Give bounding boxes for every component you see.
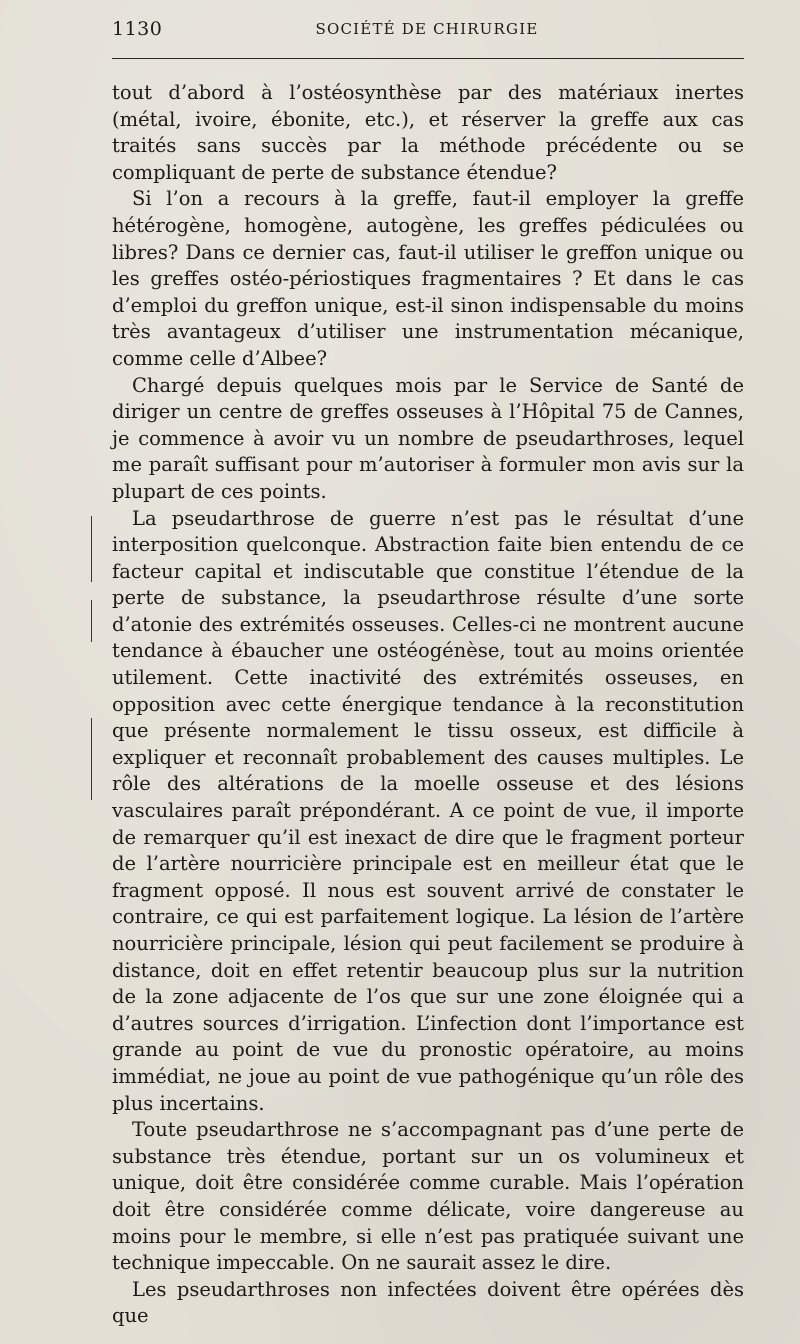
paragraph: Toute pseudarthrose ne s’accompagnant pas d’une perte de substance très étendue, portant sur un os volumineux et unique, doit être considérée comme curable. Mais l’opération doit être considérée comme délicate, voire dangereuse au moins pour le membre, si elle n’est pas pratiquée suivant une technique impeccable. On ne saurait assez le dire. (112, 1118, 744, 1275)
running-head: SOCIÉTÉ DE CHIRURGIE (315, 20, 539, 38)
paragraph: Chargé depuis quelques mois par le Service de Santé de diriger un centre de greffes osseuses à l’Hôpital 75 de Cannes, je commence à avoir vu un nombre de pseudarthroses, lequel me paraît suffisant pour m’autoriser à formuler mon avis sur la plupart de ces points. (112, 373, 744, 503)
margin-mark (91, 718, 92, 800)
body-text (112, 80, 744, 1330)
page-number: 1130 (112, 18, 163, 40)
paragraph: Les pseudarthroses non infectées doivent être opérées dès que (112, 1277, 744, 1328)
page-header (112, 18, 742, 46)
paragraph: Si l’on a recours à la greffe, faut-il employer la greffe hétérogène, homogène, autogène, les greffes pédiculées ou libres? Dans ce dernier cas, faut-il utiliser le greffon unique ou les greffes ostéo-périostiques fragmentaires ? Et dans le cas d’emploi du greffon unique, est-il sinon indispensable du moins très avantageux d’utiliser une instrumentation mécanique, comme celle d’Albee? (112, 187, 744, 370)
margin-mark (91, 600, 92, 642)
header-rule (112, 58, 744, 59)
paragraph: La pseudarthrose de guerre n’est pas le résultat d’une interposition quelconque. Abstraction faite bien entendu de ce facteur capital et indiscutable que constitue l’étendue de la perte de substance, la pseudarthrose résulte d’une sorte d’atonie des extrémités osseuses. Celles-ci ne montrent aucune tendance à ébaucher une ostéogénèse, tout au moins orientée utilement. Cette inactivité des extrémités osseuses, en opposition avec cette énergique tendance à la reconstitution que présente normalement le tissu osseux, est difficile à expliquer et reconnaît probablement des causes multiples. Le rôle des altérations de la moelle osseuse et des lésions vasculaires paraît prépondérant. A ce point de vue, il importe de remarquer qu’il est inexact de dire que le fragment porteur de l’artère nourricière principale est en meilleur état que le fragment opposé. Il nous est souvent arrivé de constater le contraire, ce qui est parfaitement logique. La lésion de l’artère nourricière principale, lésion qui peut facilement se produire à distance, doit en effet retentir beaucoup plus sur la nutrition de la zone adjacente de l’os que sur une zone éloignée qui a d’autres sources d’irrigation. L’infection dont l’importance est grande au point de vue du pronostic opératoire, au moins immédiat, ne joue au point de vue pathogénique qu’un rôle des plus incertains. (112, 506, 744, 1115)
paragraph-continuation: tout d’abord à l’ostéosynthèse par des matériaux inertes (métal, ivoire, ébonite, etc.), et réserver la greffe aux cas traités sans succès par la méthode précédente ou se compliquant de perte de substance étendue? (112, 81, 744, 184)
margin-mark (91, 516, 92, 582)
